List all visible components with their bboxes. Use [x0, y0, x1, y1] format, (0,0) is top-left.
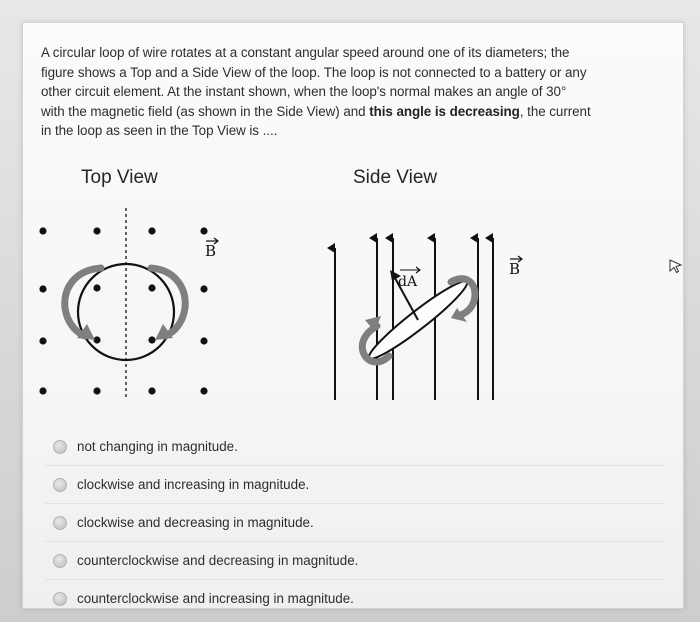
- question-line-5: in the loop as seen in the Top View is ....: [41, 123, 278, 139]
- field-dot: [148, 387, 155, 394]
- answer-option[interactable]: [45, 428, 665, 466]
- rotation-arrow-right: [151, 268, 185, 336]
- mouse-cursor-icon: [668, 258, 684, 274]
- field-dot: [200, 285, 207, 292]
- answer-option[interactable]: [45, 542, 665, 580]
- radio-button[interactable]: [53, 516, 67, 530]
- field-dot: [93, 227, 100, 234]
- field-dot: [200, 387, 207, 394]
- top-view-label: Top View: [81, 167, 158, 188]
- side-view: [335, 238, 522, 400]
- option-label: counterclockwise and increasing in magnitude.: [77, 591, 354, 606]
- answer-options: [45, 428, 665, 617]
- question-line-3: other circuit element. At the instant shown, when the loop's normal makes an angle of 30°: [41, 84, 567, 100]
- option-label: counterclockwise and decreasing in magnitude.: [77, 553, 359, 568]
- loop-figure: [23, 208, 583, 408]
- b-field-label-top: B: [205, 242, 217, 260]
- field-dot: [148, 227, 155, 234]
- field-dot: [148, 284, 155, 291]
- question-line-4: [41, 102, 669, 122]
- question-line-2: figure shows a Top and a Side View of the loop. The loop is not connected to a battery or any: [41, 64, 587, 80]
- field-dot: [200, 227, 207, 234]
- question-card: [22, 22, 684, 609]
- answer-option[interactable]: [45, 580, 665, 617]
- question-text: [41, 43, 669, 141]
- top-view: [39, 208, 218, 398]
- field-dot: [148, 336, 155, 343]
- radio-button[interactable]: [53, 440, 67, 454]
- field-dot: [93, 284, 100, 291]
- question-line-4-end: , the current: [519, 103, 591, 119]
- b-field-label-side: B: [509, 260, 521, 278]
- option-label: clockwise and increasing in magnitude.: [77, 477, 310, 492]
- radio-button[interactable]: [53, 592, 67, 606]
- field-dot: [93, 336, 100, 343]
- field-dot: [39, 387, 46, 394]
- figure-svg: [23, 208, 583, 408]
- field-dot: [39, 337, 46, 344]
- answer-option[interactable]: [45, 504, 665, 542]
- field-dot: [93, 387, 100, 394]
- side-view-label: Side View: [353, 167, 438, 188]
- field-dot: [200, 337, 207, 344]
- da-label: dA: [398, 274, 418, 290]
- radio-button[interactable]: [53, 554, 67, 568]
- field-dot: [39, 227, 46, 234]
- question-emphasis: this angle is decreasing: [369, 103, 520, 119]
- field-dot: [39, 285, 46, 292]
- rotation-arrow-left: [65, 268, 101, 336]
- answer-option[interactable]: [45, 466, 665, 504]
- question-line-4-start: with the magnetic field (as shown in the Side View) and: [41, 103, 370, 119]
- option-label: clockwise and decreasing in magnitude.: [77, 515, 314, 530]
- option-label: not changing in magnitude.: [77, 439, 238, 454]
- question-line-1: A circular loop of wire rotates at a constant angular speed around one of its diameters; the: [41, 45, 570, 60]
- radio-button[interactable]: [53, 478, 67, 492]
